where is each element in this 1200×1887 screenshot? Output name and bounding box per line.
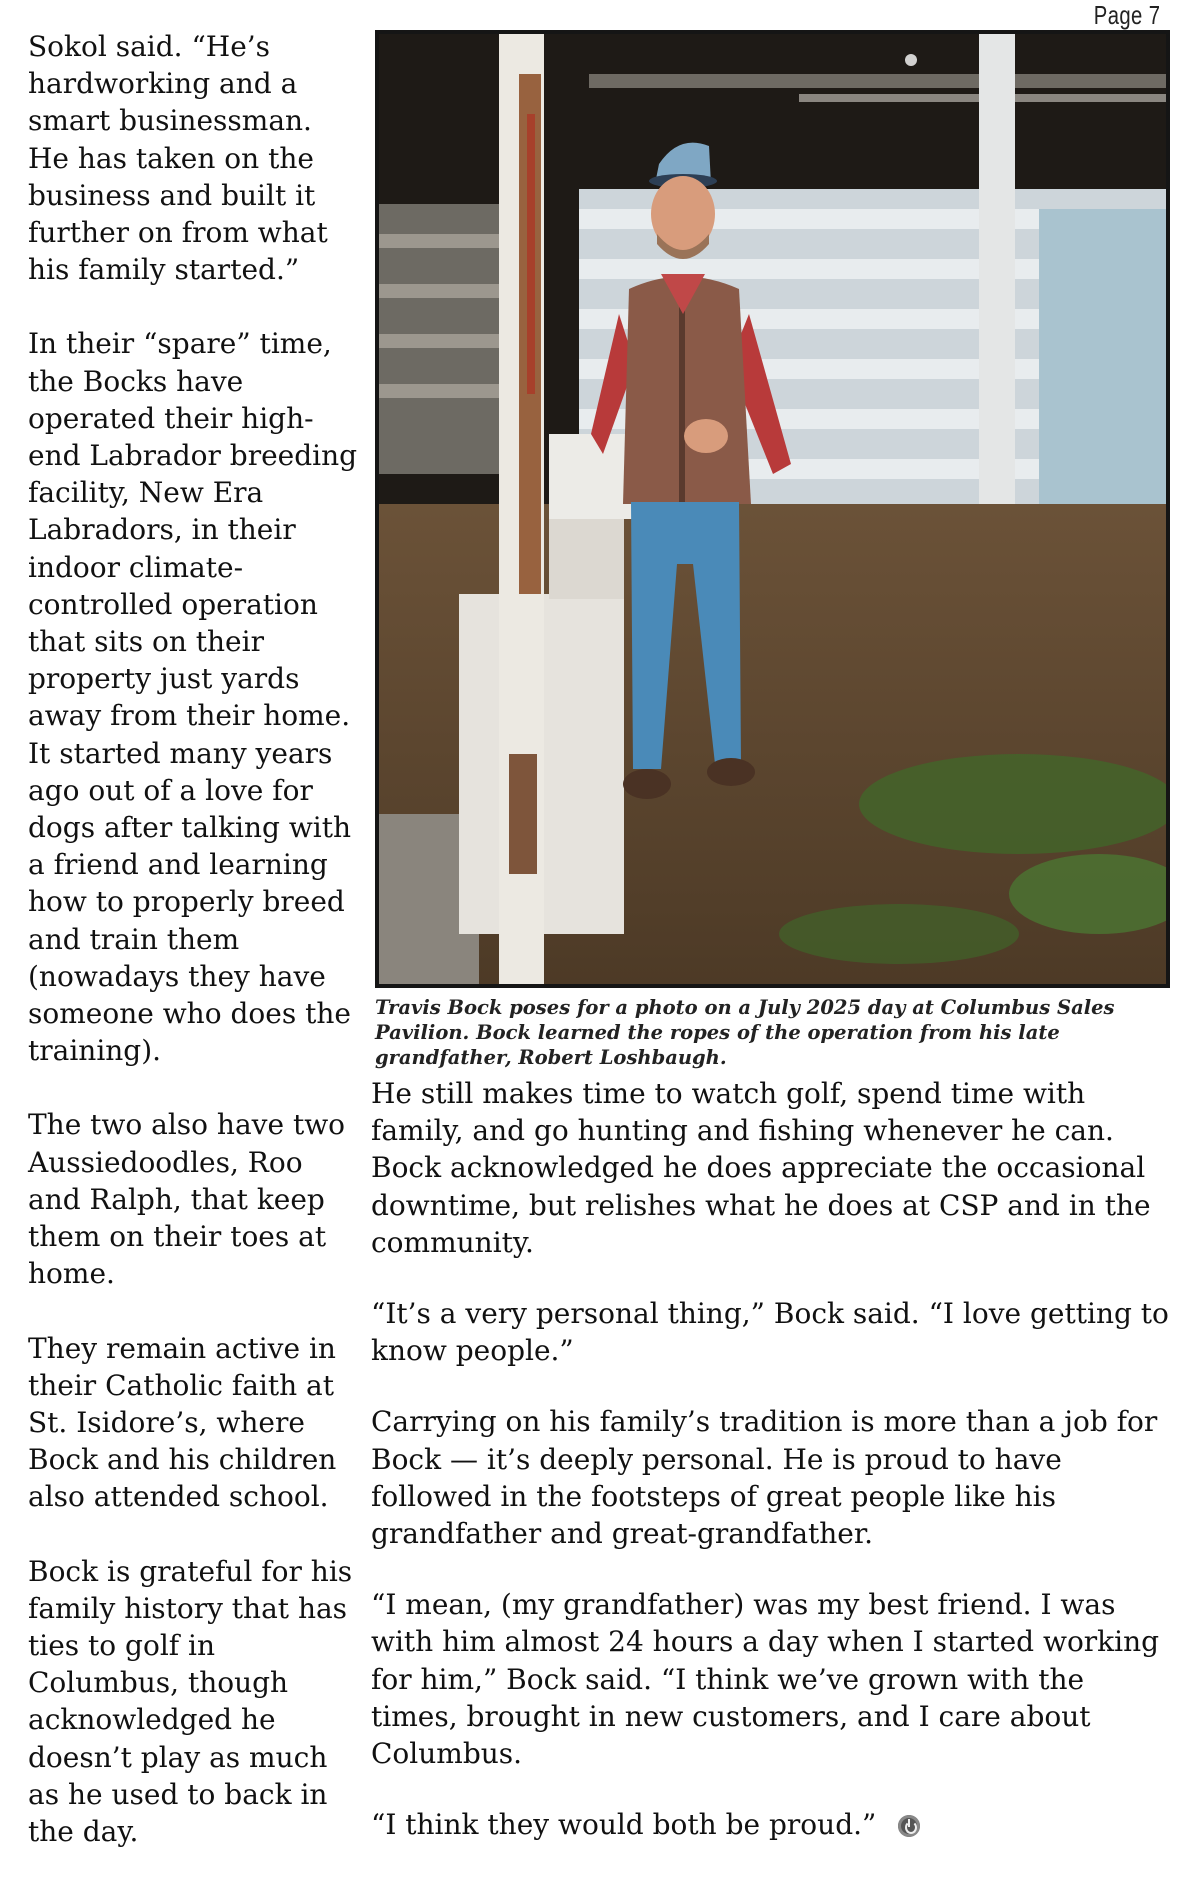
photo-illustration: [379, 34, 1166, 984]
left-paragraph: They remain active in their Catholic faith at St. Isidore’s, where Bock and his children also attended school.: [28, 1331, 337, 1514]
left-paragraph: Sokol said. “He’s hardworking and a smart businessman. He has taken on the business and built it further on from what his family started.”: [28, 30, 328, 287]
feature-photo: [375, 30, 1170, 988]
right-paragraph: Carrying on his family’s tradition is more than a job for Bock — it’s deeply personal. He is proud to have followed in the footsteps of great people like his grandfather and great-grandfather.: [371, 1405, 1158, 1551]
right-paragraph: He still makes time to watch golf, spend time with family, and go hunting and fishing whenever he can. Bock acknowledged he does appreciate the occasional downtime, but relishes what he does at CSP and in the community.: [371, 1077, 1151, 1259]
final-paragraph: [371, 1806, 1176, 1843]
end-of-story-icon: [898, 1815, 920, 1837]
right-paragraph: “I mean, (my grandfather) was my best friend. I was with him almost 24 hours a day when I started working for him,” Bock said. “I think we’ve grown with the times, brought in new customers, and I care about Columbus.: [371, 1588, 1160, 1771]
left-paragraph: The two also have two Aussiedoodles, Roo and Ralph, that keep them on their toes at home.: [28, 1108, 346, 1291]
left-paragraph: In their “spare” time, the Bocks have operated their high-end Labrador breeding facility, New Era Labradors, in their indoor climate-controlled operation that sits on their property just yards away from their home. It started many years ago out of a love for dogs after talking with a friend and learning how to properly breed and train them (nowadays they have someone who does the training).: [28, 327, 358, 1068]
left-text-column: [28, 28, 358, 1887]
right-paragraph-text: “I think they would both be proud.”: [371, 1808, 877, 1842]
left-paragraph: Bock is grateful for his family history that has ties to golf in Columbus, though acknowledged he doesn’t play as much as he used to back in the day.: [28, 1554, 353, 1848]
right-paragraph: “It’s a very personal thing,” Bock said. “I love getting to know people.”: [371, 1297, 1169, 1368]
page-number: Page 7: [1093, 0, 1160, 30]
photo-caption: Travis Bock poses for a photo on a July 2025 day at Columbus Sales Pavilion. Bock learned the ropes of the operation from his late grandfather, Robert Loshbaugh.: [375, 996, 1115, 1069]
right-text-column: [371, 1075, 1176, 1877]
